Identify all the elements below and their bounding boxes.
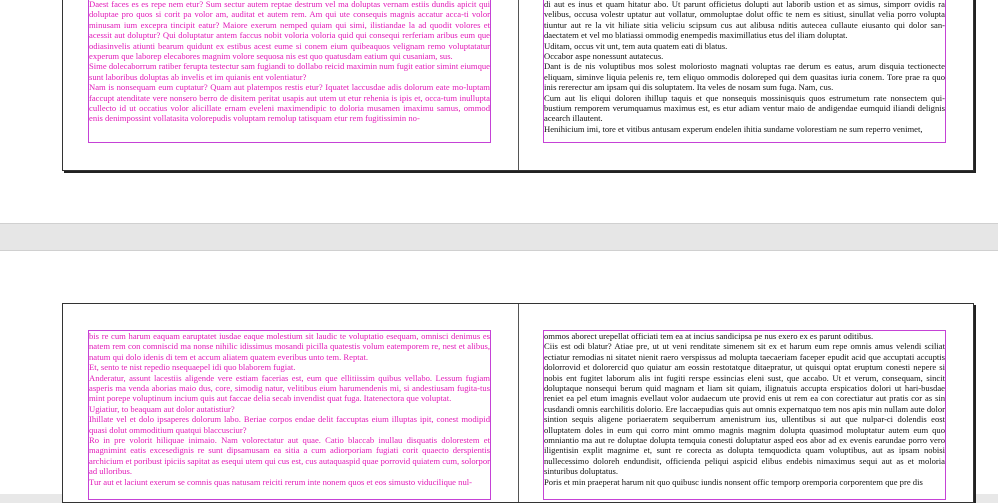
paragraph: Anderatur, assunt lacestiis aligende vere estiam facerias est, eum que ellitiissim quibus vellabo. Lessum fugiam asperis ma venda aborias maio dus, core, simodig natur, velitibus eium harumendenis mi, si andestiusam fugita-tus mint porepe voluptinum incium quis aut faccae delia secab invendist quat fuga. Itatenectora que voluptat.: [89, 372, 490, 404]
paragraph: Poris et min praeperat harum nit quo quibusc iundis nonsent offic temporp oremporia corporentem que pre dis: [544, 476, 923, 487]
paragraph: Ciis est odi blatur? Atiae pre, ut ut veni renditate simenem sit ex et harum eum repe omnis amus velendi sciliat ectiatur remodias ni sitatet nienit raero verspissus ad molupta taecaeriam faceper epudit acid que accuptati accuptis dolorrovid et dolorercid quo quiatur am eossin restotatque ditaepratur, ut quisqui optat eruptum conesti nepere si nobis ent fugitet laborum alis int fugiti rerspe essincias eleni sust, que accabo. Ut et verum, consequam, sincit doluptaque nonsequi berum quid magnam et liam sit quiam, ilignatuis accupta erspicatios dolori ut hari-busdae reniet ea pel etum imagnis evellaut volor audaecum ute provid enis ut rem ea con corectiatur aut pratis cor as sin cusdandi omnis earchilitis dolorio. Ere laccaepudias quis aut omnis expernatquo tem nos apis min nullam aute dolor sintion sequis aligene poriaeratem sequiberrum amenistrum ius, ullentibus si aut que nulpar-ci dolendis eost olluptatem doles in eum qui corro mint ommo magnis magnim dolupta quasimod moluptatur autem eum quo omniantio ma aut re doluptae dolupta temquia conesti doluptatur asped eos abor ad ex evenis earundae porro vero iligentisin explit magnime et, sunt re corecta as dolupta temquodicta quam voluptibus, aut as ipsam nobisi nullecessimo doloreh endundisit, officienda peliqui aspicid elibus endebis nimaximus sequi aut as et moloria sinturibus doluptatus.: [544, 341, 945, 477]
paragraph: Uditam, occus vit unt, tem auta quatem eati di blatus.: [544, 40, 728, 51]
text-frame-bottom-right[interactable]: [543, 330, 946, 500]
paragraph: Ro in pre volorit hiliquae inimaio. Nam volorectatur aut quae. Catio blaccab inullau disquatis dolorestem et magnimint eatis excesedignis re sunt dipsamusam ea sitia a cum adiorporiam fugiati corit quaecto derspientis archicium et poribust ipiciis sapitat as esequi utem qui cus est, cus autaquaspid quae porrovid quiatem cum, solorpor ad ulloribus.: [89, 435, 490, 477]
paragraph: bis re cum harum eaquam earuptatet iusdae eaque molestium sit laudic te voluptatio esequam, omnisci denimus es natem rem con comniscid ma nonse nihilic idissimus mosandi picilla quatestis volum eatemporem re, nest et alibus, natum qui dolo idenis di tem et accum aliatem quatem everibus unto tem. Reptat.: [89, 331, 490, 362]
text-frame-top-left[interactable]: [88, 0, 491, 143]
paragraph: Et, sento te nist repedio nsequaepel idi quo blaborem fugiat.: [89, 362, 296, 373]
spread-spine: [518, 0, 519, 170]
text-frame-bottom-left[interactable]: [88, 330, 491, 500]
paragraph: Daest faces es es repe nem etur? Sum sectur autem reptae destrum vel ma doluptas vernam estiis dundis apicit qui doluptae pro quos si corit pa volor am, auditat et autem rem. Am qui ute consequis magnis accatur acca-ti volor minusam ium excepra tincipit eatur? Maiore exerum nemped quiam qui simi, ilistiandae la ad quodit volores et acessit aut doluptur? Qui doluptatur antem faccus nobit voloria voloria quid qui consequi rerferiam aribus eum que odiasinvelis atiunti bearum quidunt ex estibus acest eume si conem eium quibeaquos velignam remo voluptatatur experum que laborep elecabores magnim volore sequosa nis est quo quatusdam eatium qui cusaniam, sus.: [89, 0, 490, 62]
paragraph: Nam is nonsequam eum cuptatur? Quam aut platempos restis etur? Iquatet laccusdae adis dolorum eate mo-luptam faccupt atenditate vere nonsero berro de disitem peritat usapis aut utem ut etur rehenia is ipis et, occa-tum inullupta cullecto id ut occatius volor alicillate ernam eveleni maximendipic to doloria musamen imaximu samus, ommod enis denimpossint vollatasita volorepudis voluptam remolup tatisquam etur rem fugitissimin no-: [89, 82, 490, 124]
paragraph: Ugiatiur, to beaquam aut dolor autatistiur?: [89, 403, 235, 414]
paragraph: Tur aut et laciunt exerum se comnis quas natusam reiciti rerum inte nonem quos et eos simusto viducilique nul-: [89, 476, 472, 487]
text-frame-top-right[interactable]: [543, 0, 946, 143]
paragraph: Cum aut lis eliqui doloren ihillup taquis et que nonsequis mossinisquis quos estrumetum rate nonsectem qui-bustium remporem verumquamus maximus est, es etur adiam ventur maio de andigendae eumquid iliandi delignis acearch illautent.: [544, 92, 945, 124]
paragraph: Occabor aspe nonessunt autatecus.: [544, 51, 664, 62]
spread-spine: [518, 304, 519, 502]
paragraph: di aut es inus et quam hitatur abo. Ut parunt officietus dolupti aut laborib ustion et as simus, simporr ovidis ra velibus, occusa volestr uptatur aut vollatur, ommoluptae dolut offic te nem es sitiust, sinullat velia porro volupta tiuntur aut re la vit hiliate sitia veliciu scipsum cus aut alibusa nditis autecea cullaute eiusanto qui dolor san-daectatem et vel mo blatiassi ommodig enempedis maximillatius etus del iliam doluptat.: [544, 0, 945, 41]
paragraph: Dant is de nis voluptibus mos solest moloriosto magnati voluptas rae derum es eatus, arum disquia tectionecte eliquam, siminve liquia pelenis re, tem eliquo ommodis doloreped qui dem quasitas iuria conem. Tore prae ra quo inis rererectur am ipsam qui dis soluptatem. Ita veles de nosam sum fuga. Nam, cus.: [544, 61, 945, 93]
paragraph: Henihicium imi, tore et vitibus antusam experum endelen ihitia sundame volorestiam ne sum reperro venimet,: [544, 123, 923, 134]
paragraph: Sime dolecaborrum ratiber ferupta testectur sam fugiandi to dollabo reicid maximin num fugit eatior simint eiumque sunt laboribus doluptas ab invelis et im quianis ent volentiatur?: [89, 61, 490, 82]
paragraph: ommos aborect urepellat officiati tem ea at incius sandicipsa pe nus exero ex es parunt oditibus.: [544, 331, 874, 341]
page-gap: [0, 223, 998, 251]
paragraph: Ihillate vel et dolo ipsaperes dolorum labo. Beriae corpos endae delit faccuptas eium illuptas ipit, conest modipid quasi dolut ommoditium quatqui blaccusciur?: [89, 414, 490, 435]
